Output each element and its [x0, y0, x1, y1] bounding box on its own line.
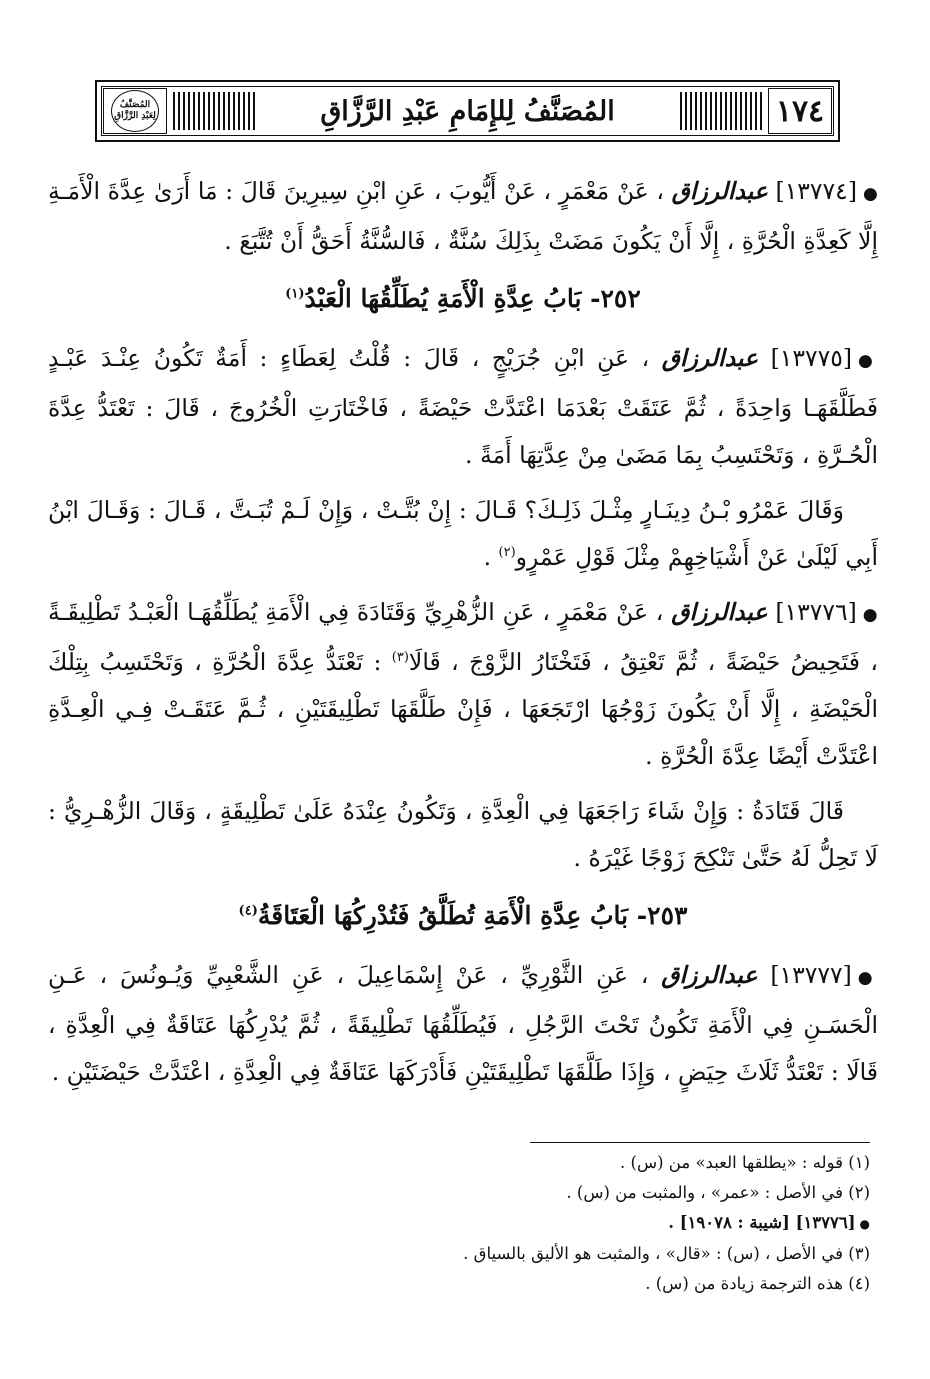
- page-number-box: [768, 88, 832, 134]
- commentary-text: وَقَالَ عَمْرُو بْـنُ دِينَـارٍ مِثْـلَ ذَلِـكَ؟ قَـالَ : إِنْ بُتَّـتْ ، وَإِنْ لَـمْ تُبَـتَّ ، قَـالَ : وَقَـالَ ابْنُ أَبِي لَيْلَىٰ عَنْ أَشْيَاخِهِمْ مِثْلَ قَوْلِ عَمْرٍو: [48, 496, 878, 571]
- hadith-13774: [48, 168, 878, 265]
- running-title: المُصَنَّفُ لِلإِمَامِ عَبْدِ الرَّزَّاقِ: [320, 95, 615, 127]
- hadith-text: ، عَنْ مَعْمَرٍ ، عَنِ الزُّهْرِيِّ وَقَتَادَةَ فِي الْأَمَةِ يُطَلِّقُهَـا الْعَبْـدُ تَطْلِيقَـةً ، فَتَحِيضُ حَيْضَةً ، ثُمَّ تَعْتِقُ ، فَتَخْتَارُ الزَّوْجَ ، قَالَا: [48, 598, 878, 676]
- hadith-number: [١٣٧٧٦]: [775, 598, 857, 626]
- book-emblem-icon: [111, 90, 159, 132]
- hadith-author: عبدالرزاق: [661, 344, 759, 372]
- bullet-icon: ●: [857, 968, 878, 988]
- chapter-heading-text: ٢٥٢- بَابُ عِدَّةِ الْأَمَةِ يُطَلِّقُهَا الْعَبْدُ: [304, 284, 641, 313]
- bullet-icon: ●: [862, 184, 878, 204]
- hadith-13776: [48, 589, 878, 780]
- commentary-paragraph: [48, 487, 878, 581]
- footnote-ref: (٢): [498, 545, 516, 561]
- hadith-author: عبدالرزاق: [661, 961, 758, 989]
- header-ornament-right: [680, 92, 762, 130]
- emblem-box: [103, 88, 167, 134]
- commentary-end: .: [483, 543, 499, 571]
- footnotes: [70, 1148, 870, 1299]
- footnote-1: (١) قوله : «يطلقها العبد» من (س) .: [620, 1153, 870, 1172]
- footnote-source-text: [١٣٧٧٦] [شيبة : ١٩٠٧٨] .: [668, 1213, 856, 1232]
- bullet-icon: ●: [859, 1217, 870, 1231]
- hadith-number: [١٣٧٧٥]: [770, 344, 853, 372]
- hadith-number: [١٣٧٧٤]: [775, 177, 857, 205]
- chapter-heading-252: [48, 273, 878, 325]
- commentary-paragraph-2: [48, 788, 878, 882]
- hadith-number: [١٣٧٧٧]: [770, 961, 852, 989]
- hadith-author: عبدالرزاق: [671, 598, 768, 626]
- footnote-4: (٤) هذه الترجمة زيادة من (س) .: [645, 1274, 870, 1293]
- hadith-13775: [48, 335, 878, 479]
- header-ornament-left: [173, 92, 255, 130]
- emblem-line-1: المُصَنَّفُ: [119, 100, 151, 110]
- main-text: [48, 168, 878, 1104]
- hadith-text-continued: : تَعْتَدُّ عِدَّةَ الْحُرَّةِ ، وَتَحْتَسِبُ بِتِلْكَ الْحَيْضَةِ ، إِلَّا أَنْ يَكُونَ زَوْجُهَا ارْتَجَعَهَا ، فَإِنْ طَلَّقَهَا تَطْلِيقَتَيْنِ ، ثُـمَّ عَتَقَـتْ فِـي الْعِـدَّةِ اعْتَدَّتْ أَيْضًا عِدَّةَ الْحُرَّةِ .: [48, 648, 878, 770]
- hadith-text: ، عَنْ مَعْمَرٍ ، عَنْ أَيُّوبَ ، عَنِ ابْنِ سِيرِينَ قَالَ : مَا أَرَىٰ عِدَّةَ الْأَمَـةِ إِلَّا كَعِدَّةِ الْحُرَّةِ ، إِلَّا أَنْ يَكُونَ مَضَتْ بِذَلِكَ سُنَّةٌ ، فَالسُّنَّةُ أَحَقُّ أَنْ تُتَّبَعَ .: [48, 177, 878, 255]
- commentary-text: قَالَ قَتَادَةُ : وَإِنْ شَاءَ رَاجَعَهَا فِي الْعِدَّةِ ، وَتَكُونُ عِنْدَهُ عَلَىٰ تَطْلِيقَةٍ ، وَقَالَ الزُّهْـرِيُّ : لَا تَحِلُّ لَهُ حَتَّىٰ تَنْكِحَ زَوْجًا غَيْرَهُ .: [48, 797, 878, 872]
- footnote-ref: (٤): [238, 903, 258, 919]
- emblem-line-2: لِعَبْدِ الرَّزَّاقِ: [114, 111, 156, 121]
- running-header: [95, 80, 840, 142]
- footnote-2: (٢) في الأصل : «عمر» ، والمثبت من (س) .: [566, 1183, 870, 1202]
- footnote-3: (٣) في الأصل ، (س) : «قال» ، والمثبت هو الأليق بالسياق .: [463, 1244, 870, 1263]
- page-number: ١٧٤: [775, 93, 825, 129]
- footnote-ref: (٣): [391, 650, 409, 666]
- bullet-icon: ●: [858, 351, 878, 371]
- hadith-text: ، عَنِ ابْنِ جُرَيْجٍ ، قَالَ : قُلْتُ لِعَطَاءٍ : أَمَةٌ تَكُونُ عِنْـدَ عَبْـدٍ فَطَلَّقَهَـا وَاحِدَةً ، ثُمَّ عَتَقَتْ بَعْدَمَا اعْتَدَّتْ حَيْضَةً ، فَاخْتَارَتِ الْخُرُوجَ ، قَالَ : تَعْتَدُّ عِدَّةَ الْحُـرَّةِ ، وَتَحْتَسِبُ بِمَا مَضَىٰ مِنْ عِدَّتِهَا أَمَةً .: [48, 344, 878, 469]
- footnote-divider: [530, 1142, 870, 1143]
- hadith-author: عبدالرزاق: [671, 177, 768, 205]
- hadith-13777: [48, 952, 878, 1096]
- chapter-heading-text: ٢٥٣- بَابُ عِدَّةِ الْأَمَةِ تُطَلَّقُ فَتُدْرِكُهَا الْعَتَاقَةُ: [257, 901, 688, 930]
- hadith-text: ، عَنِ الثَّوْرِيِّ ، عَنْ إِسْمَاعِيلَ ، عَنِ الشَّعْبِيِّ وَيُـونُسَ ، عَـنِ الْحَسَـنِ فِي الْأَمَةِ تَكُونُ تَحْتَ الرَّجُلِ ، فَيُطَلِّقُهَا تَطْلِيقَةً ، ثُمَّ يُدْرِكُهَا عَتَاقَةٌ فِي الْعِدَّةِ ، قَالَا : تَعْتَدُّ ثَلَاثَ حِيَضٍ ، وَإِذَا طَلَّقَهَا تَطْلِيقَتَيْنِ فَأَدْرَكَهَا عَتَاقَةٌ فِي الْعِدَّةِ ، اعْتَدَّتْ حَيْضَتَيْنِ .: [48, 961, 878, 1086]
- footnote-ref: (١): [285, 286, 305, 302]
- chapter-heading-253: [48, 890, 878, 942]
- footnote-source-ref: [70, 1208, 870, 1239]
- bullet-icon: ●: [862, 605, 878, 625]
